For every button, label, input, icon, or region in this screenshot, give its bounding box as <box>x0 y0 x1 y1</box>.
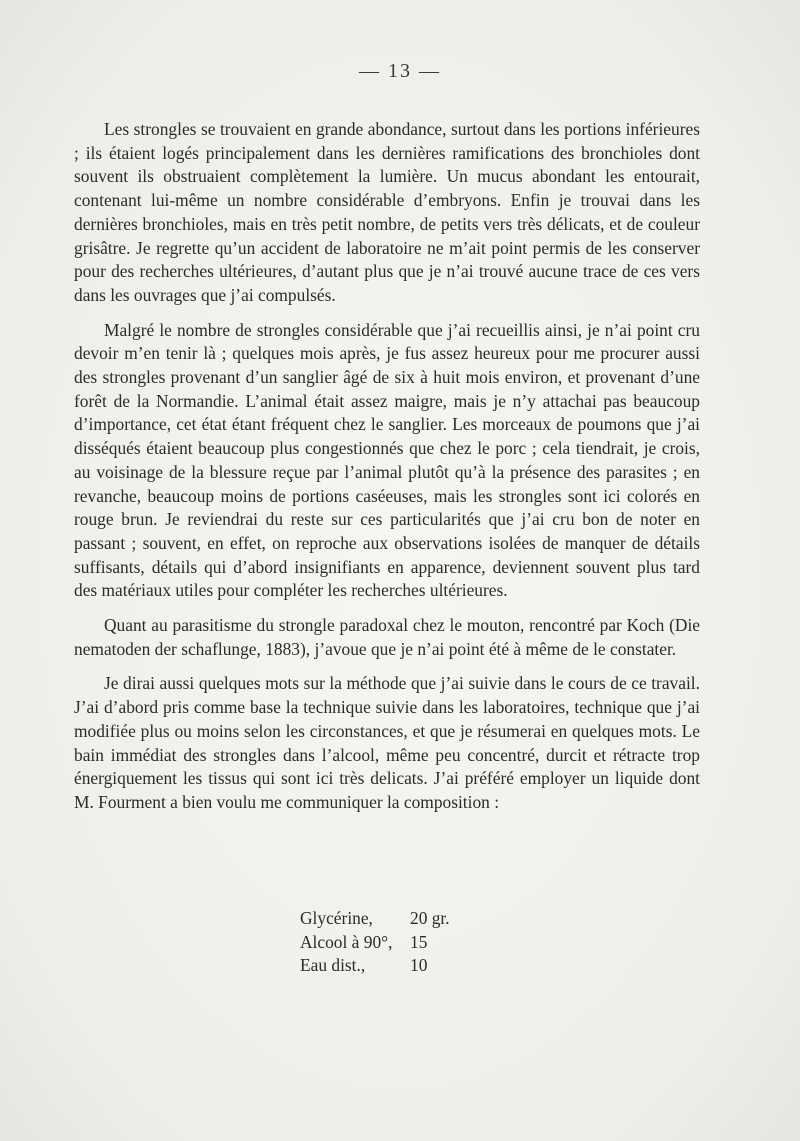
formula-row-alcool <box>300 931 450 955</box>
formula-row-eau <box>300 954 450 978</box>
formula-row-glycerine <box>300 907 450 931</box>
body-text <box>74 118 700 826</box>
formula-quantity: 10 <box>410 955 428 975</box>
formula-ingredient: Alcool à 90°, <box>300 931 393 952</box>
formula-quantity: 20 gr. <box>410 908 450 928</box>
formula-quantity: 15 <box>410 931 428 952</box>
paragraph-1: Les strongles se trouvaient en grande abondance, surtout dans les portions inférieures ; ils étaient logés principalement dans les dernières ramifications des bronchioles dont souvent ils obstruaient complètement la lumière. Un mucus abondant les entourait, contenant lui-même un nombre considérable d’embryons. Enfin je trouvai dans les dernières bronchioles, mais en très petit nombre, de petits vers très délicats, et de couleur grisâtre. Je regrette qu’un accident de laboratoire ne m’ait point permis de les conserver pour des recherches ultérieures, d’autant plus que je n’ai trouvé aucune trace de ces vers dans les ouvrages que j’ai compulsés. <box>74 119 700 305</box>
formula-list <box>300 907 450 978</box>
page-number: — 13 — <box>359 60 441 82</box>
formula-ingredient: Eau dist., <box>300 955 366 975</box>
paragraph-4: Je dirai aussi quelques mots sur la méthode que j’ai suivie dans le cours de ce travail. J’ai d’abord pris comme base la technique suivie dans les laboratoires, technique que j’ai modifiée plus ou moins selon les circonstances, et que je résumerai en quelques mots. Le bain immédiat des strongles dans l’alcool, même peu concentré, durcit et rétracte trop énergiquement les tissus qui sont ici très delicats. J’ai préféré employer un liquide dont M. Fourment a bien voulu me communiquer la composition : <box>74 673 700 812</box>
paragraph-2: Malgré le nombre de strongles considérable que j’ai recueillis ainsi, je n’ai point cru devoir m’en tenir là ; quelques mois après, je fus assez heureux pour me procurer aussi des strongles provenant d’un sanglier âgé de six à huit mois environ, et provenant d’une forêt de la Normandie. L’animal était assez maigre, mais je n’y attachai pas beaucoup d’importance, cet état étant fréquent chez le sanglier. Les morceaux de poumons que j’ai disséqués étaient beaucoup plus congestionnés que chez le porc ; cela tiendrait, je crois, au voisinage de la blessure reçue par l’animal plutôt qu’à la présence des parasites ; en revanche, beaucoup moins de portions caséeuses, mais les strongles sont ici colorés en rouge brun. Je reviendrai du reste sur ces particularités que j’ai cru bon de noter en passant ; souvent, en effet, on reproche aux observations isolées de manquer de détails suffisants, détails qui d’abord insignifiants en apparence, deviennent souvent plus tard des matériaux utiles pour compléter les recherches ultérieures. <box>74 319 700 601</box>
formula-ingredient: Glycérine, <box>300 908 373 928</box>
paragraph-3: Quant au parasitisme du strongle paradoxal chez le mouton, rencontré par Koch (Die nematoden der schaflunge, 1883), j’avoue que je n’ai point été à même de le constater. <box>74 615 700 659</box>
